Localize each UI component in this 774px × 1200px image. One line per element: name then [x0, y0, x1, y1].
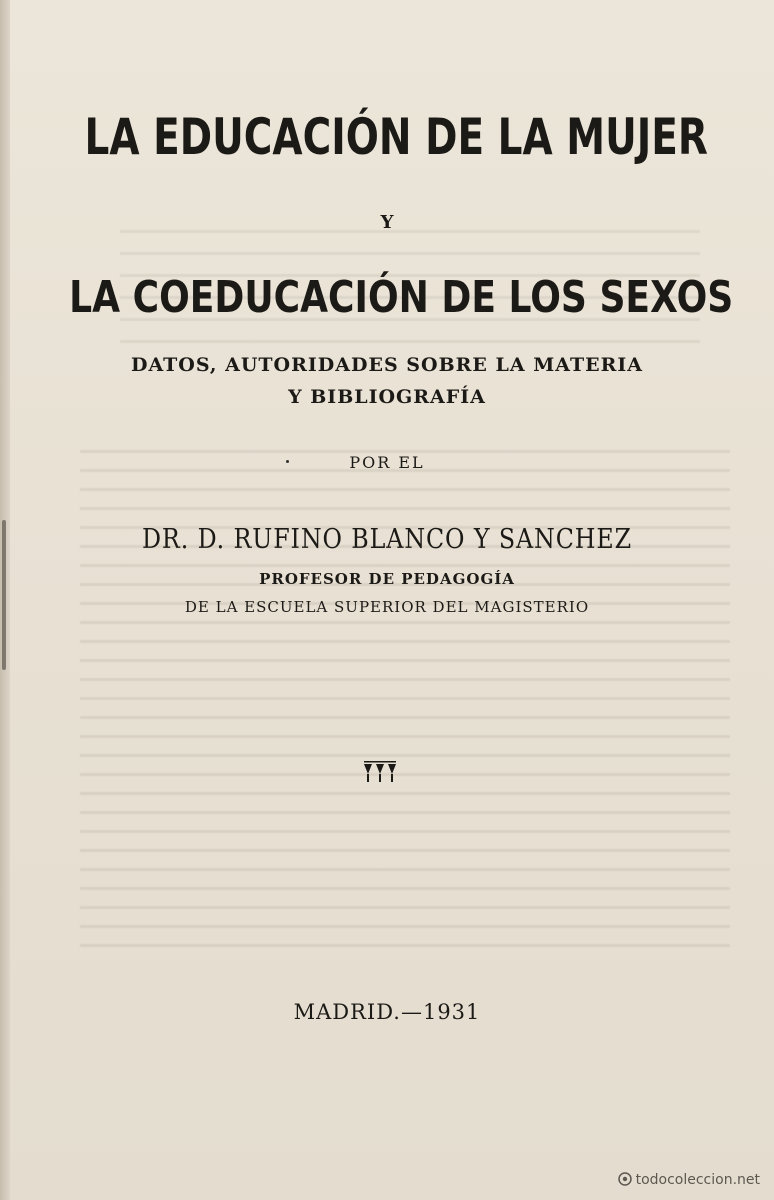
author-role-line-1: PROFESOR DE PEDAGOGÍA [259, 570, 515, 588]
bleed-through-text [60, 90, 760, 1090]
author-role-line-2: DE LA ESCUELA SUPERIOR DEL MAGISTERIO [184, 598, 590, 616]
author-name: DR. D. RUFINO BLANCO Y SANCHEZ [142, 524, 632, 555]
title-line-2: LA COEDUCACIÓN DE LOS SEXOS [69, 272, 734, 323]
subtitle-line-1: DATOS, AUTORIDADES SOBRE LA MATERIA [130, 354, 644, 376]
printer-ornament-icon [360, 760, 400, 784]
subtitle-line-2: Y BIBLIOGRAFÍA [288, 386, 486, 408]
watermark-text: todocoleccion.net [635, 1172, 760, 1188]
by-line: POR EL [349, 453, 425, 472]
site-watermark [618, 1172, 760, 1188]
binding-thread-mark [2, 520, 6, 670]
todocoleccion-logo-icon [618, 1172, 632, 1186]
imprint-place-date: MADRID.—1931 [293, 1000, 481, 1024]
title-conjunction: Y [380, 212, 394, 233]
title-line-1: LA EDUCACIÓN DE LA MUJER [84, 108, 708, 166]
